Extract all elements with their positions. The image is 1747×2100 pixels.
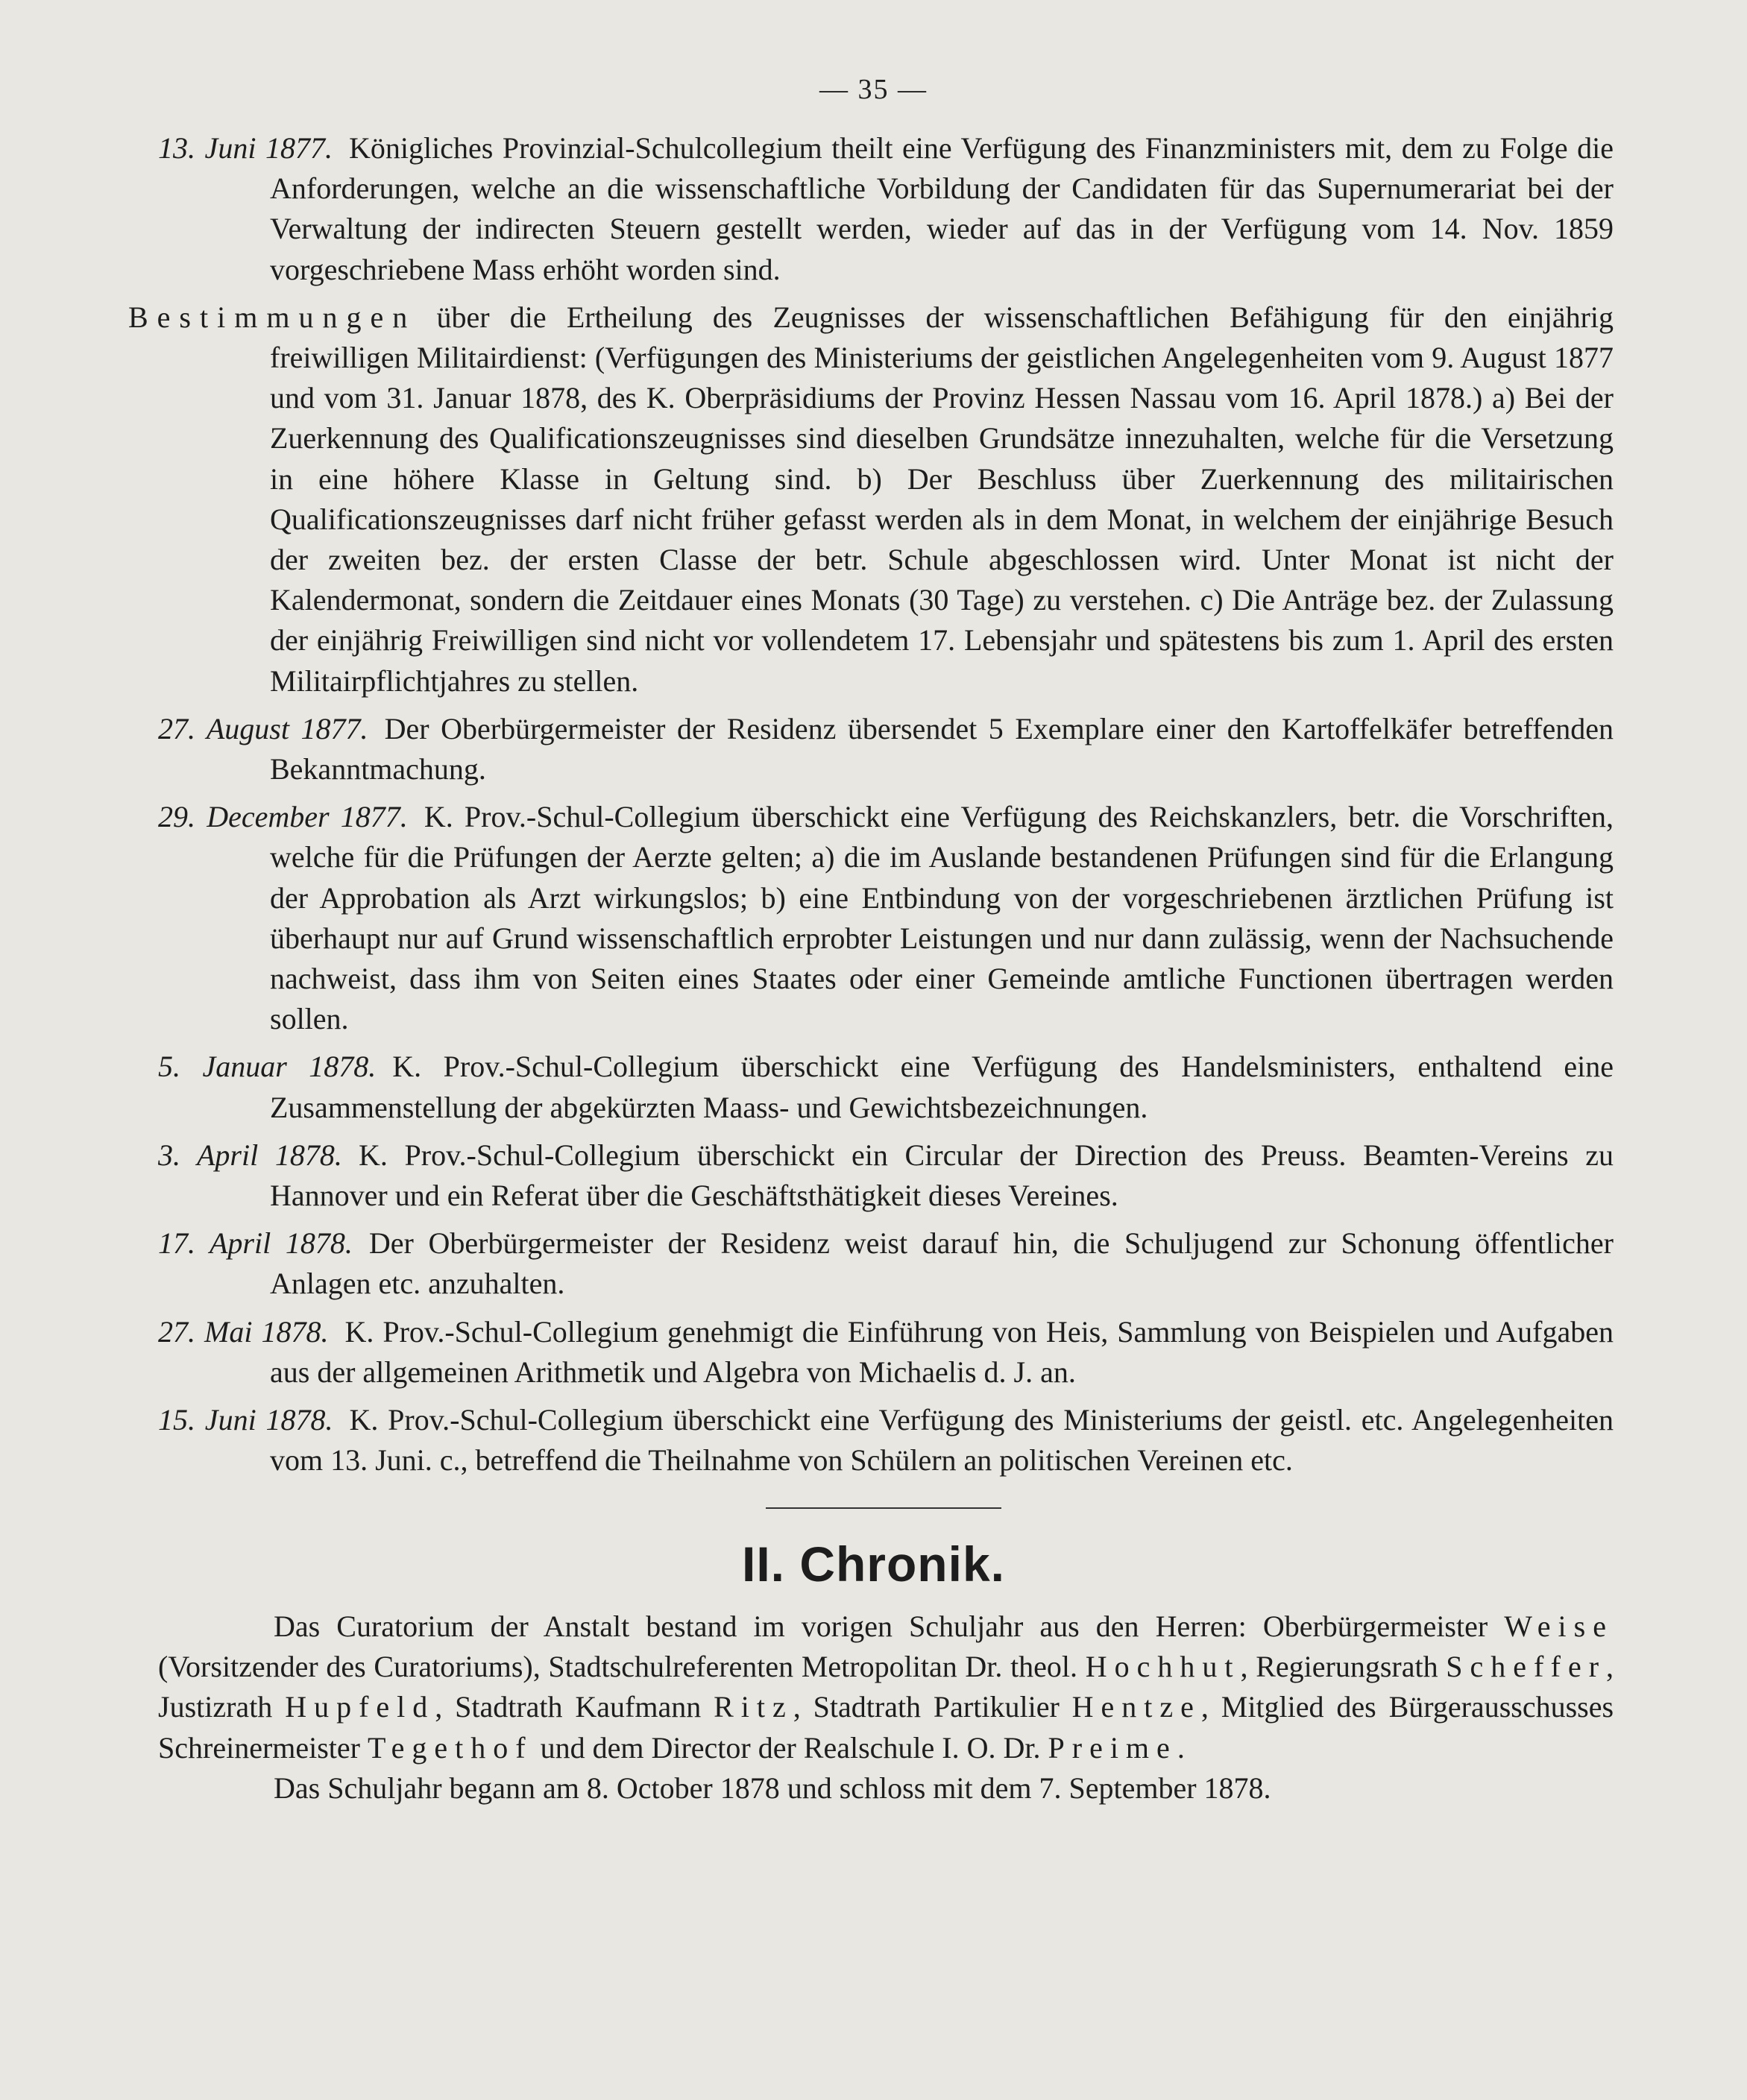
text-run: , Regierungsrath xyxy=(1240,1650,1438,1684)
decree-entry xyxy=(158,709,1614,789)
chronik-paragraph: Das Schuljahr begann am 8. October 1878 und schloss mit dem 7. September 1878. xyxy=(274,1771,1271,1805)
section-title: II. Chronik. xyxy=(741,1536,1006,1592)
section-divider xyxy=(766,1507,1001,1509)
entry-date: 15. Juni 1878. xyxy=(158,1403,333,1437)
decree-entry xyxy=(158,128,1614,290)
person-name: Scheffer xyxy=(1446,1650,1607,1684)
entry-text: K. Prov.-Schul-Collegium genehmigt die Einführung von Heis, Sammlung von Beispielen und Aufgaben aus der allgemeinen Arithmetik und Algebra von Michaelis d. J. an. xyxy=(270,1314,1614,1389)
person-name: Weise xyxy=(1504,1609,1614,1643)
entry-text: Der Oberbürgermeister der Residenz übersendet 5 Exemplare einer den Kartoffelkäfer betreffenden Bekanntmachung. xyxy=(270,711,1614,786)
entry-text: über die Ertheilung des Zeugnisses der wissenschaftlichen Befähigung für den einjährig freiwilligen Militairdienst: (Verfügungen des Ministeriums der geistlichen Angelegenheiten vom 9. August 1877 und vom 31. Januar 1878, des K. Oberpräsidiums der Provinz Hessen Nassau vom 16. April 1878.) a) Bei der Zuerkennung des Qualificationszeugnisses sind dieselben Grundsätze innezuhalten, welche für die Versetzung in eine höhere Klasse in Geltung sind. b) Der Beschluss über Zuerkennung des militairischen Qualificationszeugnisses darf nicht früher gefasst werden als in dem Monat, in welchem der einjährige Besuch der zweiten bez. der ersten Classe der betr. Schule abgeschlossen wird. Unter Monat ist nicht der Kalendermonat, sondern die Zeitdauer eines Monats (30 Tage) zu verstehen. c) Die Anträge bez. der Zulassung der einjährig Freiwilligen sind nicht vor vollendetem 17. Lebensjahr und spätestens bis zum 1. April des ersten Militairpflichtjahres zu stellen. xyxy=(270,300,1614,698)
chronik-section xyxy=(158,1606,1614,1809)
text-run: (Vorsitzender des Curatoriums), Stadtschulreferenten Metropolitan Dr. theol. xyxy=(158,1650,1078,1684)
decree-entry xyxy=(158,1223,1614,1304)
entry-date: 29. December 1877. xyxy=(158,800,408,834)
entry-text: K. Prov.-Schul-Collegium überschickt eine Verfügung des Ministeriums der geistl. etc. Angelegenheiten vom 13. Juni. c., betreffend die Theilnahme von Schülern an politischen Vereinen etc. xyxy=(270,1403,1614,1478)
decree-entry xyxy=(158,1312,1614,1393)
person-name: Tegethof xyxy=(368,1730,533,1765)
decree-entry xyxy=(158,1047,1614,1127)
text-run: , Justizrath xyxy=(158,1650,1614,1724)
entry-lead: Bestimmungen xyxy=(128,300,417,334)
entry-date: 3. April 1878. xyxy=(158,1138,342,1172)
person-name: Hupfeld xyxy=(285,1690,435,1724)
text-run: , Stadtrath Kaufmann xyxy=(435,1690,702,1724)
decree-entry xyxy=(158,1400,1614,1481)
entry-date: 27. Mai 1878. xyxy=(158,1314,329,1349)
person-name: Preime xyxy=(1048,1730,1177,1765)
person-name: Hochhut xyxy=(1085,1650,1241,1684)
entry-text: Der Oberbürgermeister der Residenz weist darauf hin, die Schuljugend zur Schonung öffentlicher Anlagen etc. anzuhalten. xyxy=(270,1226,1614,1301)
text-run: . xyxy=(1177,1730,1185,1765)
text-run: , Mitglied des Bürgerausschusses Schreinermeister xyxy=(158,1690,1614,1765)
entry-text: K. Prov.-Schul-Collegium überschickt ein Circular der Direction des Preuss. Beamten-Vereins zu Hannover und ein Referat über die Geschäftsthätigkeit dieses Vereines. xyxy=(270,1138,1614,1213)
chronik-paragraph xyxy=(158,1606,1614,1768)
text-run: , Stadtrath Partikulier xyxy=(793,1690,1060,1724)
person-name: Ritz xyxy=(714,1690,793,1724)
entry-text: Königliches Provinzial-Schulcollegium theilt eine Verfügung des Finanzministers mit, dem zu Folge die Anforderungen, welche an die wissenschaftliche Vorbildung der Candidaten für das Supernumerariat bei der Verwaltung der indirecten Steuern gestellt werden, wieder auf das in der Verfügung vom 14. Nov. 1859 vorgeschriebene Mass erhöht worden sind. xyxy=(270,131,1614,286)
decree-entry xyxy=(128,297,1614,701)
entry-text: K. Prov.-Schul-Collegium überschickt eine Verfügung des Reichskanzlers, betr. die Vorschriften, welche für die Prüfungen der Aerzte gelten; a) die im Auslande bestandenen Prüfungen sind für die Erlangung der Approbation als Arzt wirkungslos; b) eine Entbindung von der vorgeschriebenen ärztlichen Prüfung ist überhaupt nur auf Grund wissenschaftlich erprobter Leistungen und nur dann zulässig, wenn der Nachsuchende nachweist, dass ihm von Seiten eines Staates oder einer Gemeinde amtliche Functionen übertragen werden sollen. xyxy=(270,800,1614,1036)
entry-date: 13. Juni 1877. xyxy=(158,131,333,165)
page-number: — 35 — xyxy=(819,74,928,105)
person-name: Hentze xyxy=(1071,1690,1201,1724)
text-run: und dem Director der Realschule I. O. Dr. xyxy=(540,1730,1041,1765)
entry-date: 5. Januar 1878. xyxy=(158,1050,377,1084)
decree-entry xyxy=(158,797,1614,1039)
decree-list xyxy=(128,128,1614,1489)
entry-text: K. Prov.-Schul-Collegium überschickt eine Verfügung des Handelsministers, enthaltend eine Zusammenstellung der abgekürzten Maass- und Gewichtsbezeichnungen. xyxy=(270,1050,1614,1124)
entry-date: 27. August 1877. xyxy=(158,711,368,745)
entry-date: 17. April 1878. xyxy=(158,1226,353,1261)
decree-entry xyxy=(158,1135,1614,1216)
text-run: Das Curatorium der Anstalt bestand im vorigen Schuljahr aus den Herren: Oberbürgermeister xyxy=(274,1609,1488,1643)
